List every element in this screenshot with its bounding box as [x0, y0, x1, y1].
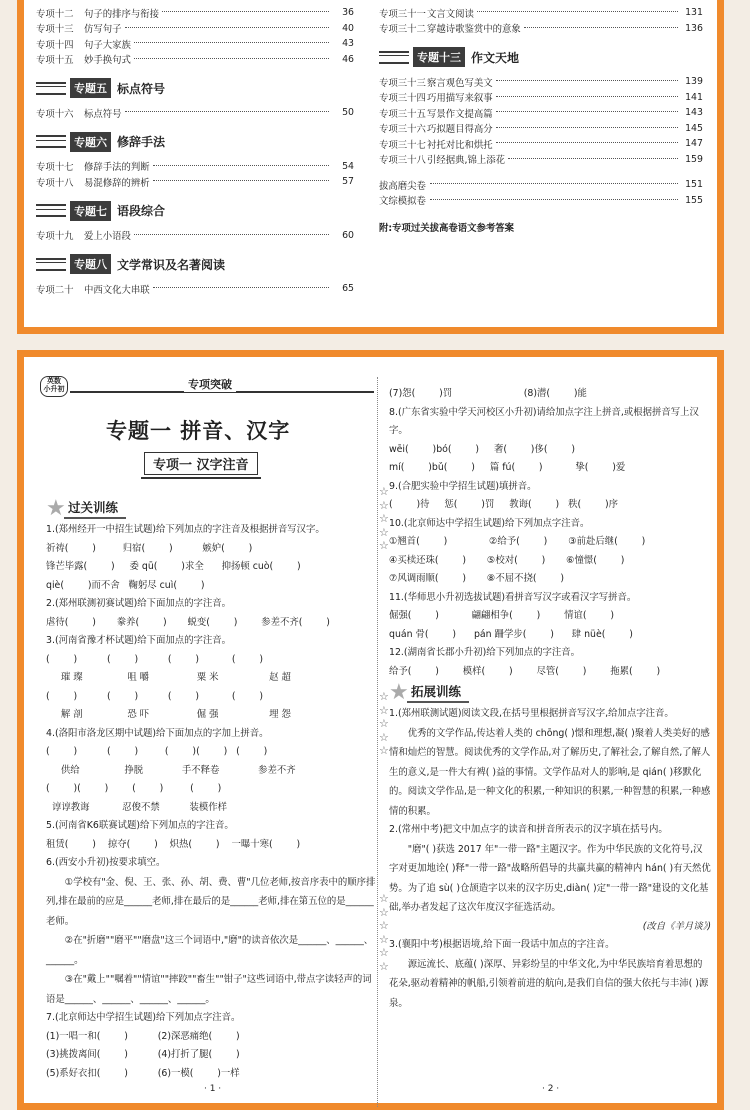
- section-name: 标点符号: [117, 81, 166, 96]
- toc-leader-dots: [153, 164, 329, 166]
- toc-row[interactable]: [36, 21, 354, 37]
- section-tag: 专题十三: [413, 47, 465, 67]
- toc-item-number: 专项十八: [36, 177, 74, 189]
- toc-item-page: 145: [685, 122, 703, 134]
- toc-item-page: 151: [685, 179, 703, 191]
- toc-item-number: 专项十二: [36, 8, 74, 20]
- toc-item-page: 143: [685, 107, 703, 119]
- star-icon: ★: [46, 496, 66, 521]
- toc-item-title: 仿写句子: [84, 24, 122, 36]
- right-question-list: [389, 385, 711, 1013]
- toc-leader-dots: [125, 26, 329, 28]
- toc-item-page: 159: [685, 153, 703, 165]
- toc-item-title: 标点符号: [84, 108, 122, 120]
- toc-panel: [17, 0, 724, 334]
- section-tag: 专题五: [70, 78, 111, 98]
- toc-item-page: 139: [685, 76, 703, 88]
- toc-item-number: 专项三十三: [379, 77, 426, 89]
- question-stem: 4.(洛阳市洛龙区期中试题)给下面加点的字加上拼音。: [46, 727, 269, 739]
- toc-item-title: 引经据典,锦上添花: [427, 155, 505, 167]
- toc-item-title: 衬托对比和烘托: [427, 139, 493, 151]
- toc-leader-dots: [524, 26, 678, 28]
- train-section-head: [389, 681, 711, 705]
- answer-line: ①翘首( ) ②给予( ) ③前赴后继( ): [389, 536, 646, 547]
- section-name: 语段综合: [117, 204, 166, 218]
- heading-rule: [36, 135, 66, 148]
- column-divider: [377, 377, 378, 1107]
- toc-row[interactable]: [36, 36, 354, 52]
- question-paragraph: ③在"戴上""嘱着""情谊""摔跤""畜生""钳子"这些词语中,带点字读轻声的词语是______、______、______、______。: [46, 974, 372, 1005]
- badge-level: 小升初: [43, 385, 65, 393]
- answer-line: ( )待 惩( )罚 教诲( ) 秩( )序: [389, 499, 618, 510]
- heading-rule: [36, 204, 66, 217]
- toc-item-page: 46: [342, 53, 354, 65]
- page-number-left: · 1 ·: [204, 1084, 222, 1094]
- toc-item-page: 43: [342, 38, 354, 50]
- left-question-list: [46, 521, 376, 1083]
- toc-row[interactable]: [36, 228, 354, 244]
- toc-row[interactable]: [379, 74, 703, 90]
- answer-line: wēi( )bó( ) 奢( )侈( ): [389, 443, 575, 455]
- toc-item-title: 察言观色写美文: [427, 77, 493, 89]
- section-heading: [36, 200, 354, 222]
- star-marks: ☆ ☆ ☆ ☆ ☆: [379, 485, 389, 552]
- question-stem: 1.(郑州经开一中招生试题)给下列加点的字注音及根据拼音写汉字。: [46, 524, 325, 535]
- toc-row[interactable]: [379, 152, 703, 168]
- answer-line: (7)怨( )罚 (8)潜( )能: [389, 388, 587, 399]
- toc-row[interactable]: [379, 5, 703, 21]
- page-number-right: · 2 ·: [542, 1084, 560, 1094]
- answer-line: ④买椟还珠( ) ⑤校对( ) ⑥憧憬( ): [389, 554, 625, 566]
- toc-leader-dots: [496, 141, 678, 143]
- item-title: 专项一 汉字注音: [144, 452, 258, 475]
- train-label: 拓展训练: [407, 683, 469, 704]
- toc-item-title: 爱上小语段: [84, 231, 131, 243]
- subject-badge: [40, 376, 68, 397]
- toc-leader-dots: [134, 57, 329, 59]
- star-icon: ★: [389, 680, 409, 705]
- toc-leader-dots: [496, 126, 678, 128]
- toc-item-number: 专项二十: [36, 284, 74, 296]
- toc-item-title: 易混修辞的辨析: [84, 177, 150, 189]
- toc-item-title: 修辞手法的判断: [84, 162, 150, 174]
- answer-line: 锋芒毕露( ) 委 qū( )求全 抑扬顿 cuò( ): [46, 561, 301, 572]
- toc-leader-dots: [153, 179, 329, 181]
- toc-leader-dots: [430, 182, 678, 184]
- answer-line: 璀 璨 咀 嚼 粟 米 赵 超: [46, 672, 291, 683]
- question-stem: 11.(华师思小升初选拔试题)看拼音写汉字或看汉字写拼音。: [389, 591, 637, 603]
- section-heading: [379, 46, 703, 68]
- toc-item-page: 131: [685, 7, 703, 19]
- answer-line: 供给 挣脱 手不释卷 参差不齐: [46, 764, 296, 776]
- toc-leader-dots: [430, 198, 678, 200]
- question-stem: 10.(北京师达中学招生试题)给下列加点字注音。: [389, 517, 590, 529]
- right-column: [389, 385, 711, 1013]
- answer-line: ( ) ( ) ( ) ( ): [46, 653, 264, 665]
- answer-line: 谆谆教诲 忍俊不禁 装模作样: [46, 801, 228, 813]
- toc-item-number: 专项三十四: [379, 93, 426, 105]
- toc-row[interactable]: [36, 52, 354, 68]
- section-tag: 专题六: [70, 132, 111, 152]
- toc-leader-dots: [134, 233, 329, 235]
- answer-line: 给予( ) 模样( ) 尽管( ) 拖累( ): [389, 665, 661, 677]
- toc-item-page: 57: [342, 176, 354, 188]
- toc-item-page: 54: [342, 160, 354, 172]
- page-header: [34, 376, 374, 396]
- answer-line: 倔强( ) 翩翩相争( ) 情谊( ): [389, 610, 615, 621]
- toc-row[interactable]: [36, 159, 354, 175]
- answer-line: ( )( ) ( ) ( ): [46, 783, 222, 794]
- toc-item-page: 65: [342, 283, 354, 295]
- toc-item-number: 专项三十七: [379, 139, 426, 151]
- answer-line: 祈祷( ) 归宿( ) 嫉妒( ): [46, 542, 253, 554]
- toc-item-page: 40: [342, 22, 354, 34]
- toc-item-page: 155: [685, 194, 703, 206]
- toc-left-column: [36, 5, 354, 297]
- question-paragraph: ②在"折磨""磨平""磨盘"这三个词语中,"磨"的读音依次是______、______、______。: [46, 935, 374, 966]
- toc-row[interactable]: [379, 121, 703, 137]
- toc-item-title: 妙手换句式: [84, 55, 131, 67]
- section-heading: [36, 77, 354, 99]
- train-section-head: [46, 497, 376, 521]
- source-note: (改自《羊月谈》): [642, 920, 711, 932]
- toc-item-number: 专项三十二: [379, 24, 426, 36]
- header-title: 专项突破: [184, 376, 236, 392]
- question-paragraph: "磨"( )获选 2017 年"一带一路"主题汉字。作为中华民族的文化符号,汉字对更加地诠( )释"一带一路"战略所倡导的共赢共赢的精神内 hán( )有天然优势。为了追 sù( )仓颉造字以来的汉字历史,diàn( )定"一带一路"建设的文化基础,举办者发起了这次年度汉字征选活动。: [389, 843, 711, 913]
- toc-item-title: 穿越诗歌鉴赏中的意象: [427, 24, 521, 36]
- question-paragraph: ①学校有"金、倪、王、张、孙、胡、费、曹"几位老师,按音序表中的顺序排列,排在最前的应是______老师,排在最后的是______老师,排在第五位的是______老师。: [46, 876, 376, 927]
- question-paragraph: 优秀的文学作品,传达着人类的 chōng( )憬和理想,凝( )聚着人类美好的感情和灿烂的智慧。阅读优秀的文学作品,对了解历史,了解社会,了解自然,了解人生的意义,是一件大有裨( )益的事情。文学作品对人的影响,是 qián( )移默化的。阅读文学作品,是一种文化的积累,一种知识的积累,一种智慧的积累,一种感情的积累。: [389, 727, 711, 817]
- star-marks: ☆ ☆ ☆ ☆ ☆: [379, 690, 389, 757]
- toc-leader-dots: [496, 95, 678, 97]
- question-stem: 3.(襄阳中考)根据语境,给下面一段话中加点的字注音。: [389, 939, 615, 950]
- left-column: [46, 497, 376, 1083]
- section-heading: [36, 131, 354, 153]
- toc-item-page: 50: [342, 107, 354, 119]
- section-name: 作文天地: [471, 50, 520, 65]
- question-stem: 6.(西安小升初)按要求填空。: [46, 857, 166, 868]
- answer-line: 虐待( ) 豢养( ) 蜕变( ) 参差不齐( ): [46, 616, 330, 628]
- answer-line: mí( )bǔ( ) 篇 fú( ) 挚( )爱: [389, 462, 626, 473]
- section-name: 文学常识及名著阅读: [117, 257, 226, 272]
- toc-item-title: 巧用描写来叙事: [427, 93, 493, 105]
- toc-leader-dots: [496, 110, 678, 112]
- toc-item-number: 专项三十一: [379, 8, 426, 20]
- toc-row[interactable]: [379, 193, 703, 209]
- toc-item-number: 专项十九: [36, 231, 74, 243]
- toc-item-number: 专项十五: [36, 55, 74, 67]
- answer-line: 解 剖 恐 吓 倔 强 埋 怨: [46, 709, 291, 720]
- toc-item-title: 句子大家族: [84, 39, 131, 51]
- toc-item-title: 句子的排序与衔接: [84, 8, 160, 20]
- content-panel: [17, 350, 724, 1110]
- question-stem: 2.(常州中考)把文中加点字的读音和拼音所表示的汉字填在括号内。: [389, 824, 668, 835]
- toc-item-page: 60: [342, 229, 354, 241]
- toc-row[interactable]: [36, 105, 354, 121]
- answer-line: ⑦风调雨顺( ) ⑧不屈不挠( ): [389, 573, 564, 584]
- toc-leader-dots: [162, 10, 329, 12]
- toc-item-title: 中西文化大串联: [84, 284, 150, 296]
- question-stem: 1.(郑州联测试题)阅读文段,在括号里根据拼音写汉字,给加点字注音。: [389, 708, 674, 719]
- toc-row[interactable]: [379, 105, 703, 121]
- section-heading: [36, 253, 354, 275]
- toc-leader-dots: [508, 157, 678, 159]
- train-label: 过关训练: [64, 499, 126, 520]
- question-paragraph: 源远流长、底蕴( )深厚、异彩纷呈的中华文化,为中华民族培育着思想的花朵,驱动着精神的帆船,引领着前进的航向,是我们自信的强大依托与丰沛( )源泉。: [389, 958, 709, 1009]
- toc-leader-dots: [153, 286, 329, 288]
- answer-line: 租赁( ) 掠夺( ) 炽热( ) 一曝十寒( ): [46, 838, 301, 850]
- toc-leader-dots: [496, 79, 678, 81]
- toc-row[interactable]: [379, 136, 703, 152]
- question-stem: 7.(北京师达中学招生试题)给下列加点字注音。: [46, 1012, 241, 1023]
- toc-item-title: 巧拟题目得高分: [427, 124, 493, 136]
- toc-item-title: 写景作文提高篇: [427, 108, 493, 120]
- toc-item-page: 147: [685, 138, 703, 150]
- toc-item-number: 专项十七: [36, 162, 74, 174]
- star-marks: ☆ ☆ ☆ ☆ ☆ ☆: [379, 892, 389, 973]
- toc-item-page: 136: [685, 22, 703, 34]
- answer-line: ( ) ( ) ( )( ) ( ): [46, 746, 268, 757]
- toc-item-number: 专项十六: [36, 108, 74, 120]
- toc-row[interactable]: [36, 5, 354, 21]
- answer-line: ( ) ( ) ( ) ( ): [46, 690, 264, 702]
- heading-rule: [36, 82, 66, 95]
- appendix-note: 附:专项过关拔高卷语文参考答案: [379, 223, 515, 234]
- toc-row[interactable]: [379, 177, 703, 193]
- toc-item-number: 专项三十八: [379, 155, 426, 167]
- question-stem: 5.(河南省K6联赛试题)给下列加点的字注音。: [46, 820, 234, 831]
- heading-rule: [36, 258, 66, 271]
- toc-item-number: 专项十四: [36, 39, 74, 51]
- section-tag: 专题七: [70, 201, 111, 221]
- question-stem: 2.(郑州联测初赛试题)给下面加点的字注音。: [46, 598, 232, 609]
- toc-item-title: 文言文阅读: [427, 8, 474, 20]
- section-name: 修辞手法: [117, 135, 166, 149]
- question-stem: 3.(河南省豫才杯试题)给下面加点的字注音。: [46, 635, 232, 646]
- toc-row[interactable]: [379, 21, 703, 37]
- question-stem: 12.(湖南省长郡小升初)给下列加点的字注音。: [389, 647, 580, 658]
- answer-line: quán 骨( ) pán 跚学步( ) 肆 nüè( ): [389, 628, 633, 640]
- badge-subject: 英数: [47, 377, 61, 385]
- topic-title: 专题一 拼音、汉字: [106, 418, 291, 443]
- toc-leader-dots: [134, 41, 329, 43]
- question-stem: 8.(广东省实验中学天河校区小升初)请给加点字注上拼音,或根据拼音写上汉字。: [389, 406, 699, 436]
- toc-leader-dots: [125, 110, 329, 112]
- toc-item-number: 专项十三: [36, 24, 74, 36]
- toc-item-number: 文综模拟卷: [379, 196, 426, 208]
- answer-line: (5)系好衣扣( ) (6)一模( )一样: [46, 1067, 240, 1079]
- toc-right-column: [379, 5, 703, 234]
- toc-item-number: 拔高磨尖卷: [379, 180, 426, 192]
- answer-line: (1)一唱一和( ) (2)深恶痛绝( ): [46, 1030, 240, 1042]
- answer-line: qiè( )而不舍 鞠躬尽 cuì( ): [46, 579, 205, 591]
- question-stem: 9.(合肥实验中学招生试题)填拼音。: [389, 480, 537, 492]
- section-tag: 专题八: [70, 254, 111, 274]
- toc-item-number: 专项三十六: [379, 124, 426, 136]
- toc-item-page: 36: [342, 7, 354, 19]
- toc-row[interactable]: [379, 90, 703, 106]
- heading-rule: [379, 51, 409, 64]
- toc-leader-dots: [477, 10, 678, 12]
- toc-item-page: 141: [685, 91, 703, 103]
- toc-row[interactable]: [36, 281, 354, 297]
- toc-row[interactable]: [36, 174, 354, 190]
- toc-item-number: 专项三十五: [379, 108, 426, 120]
- answer-line: (3)挑拨离间( ) (4)打折了腿( ): [46, 1049, 240, 1060]
- spacer: [379, 167, 703, 177]
